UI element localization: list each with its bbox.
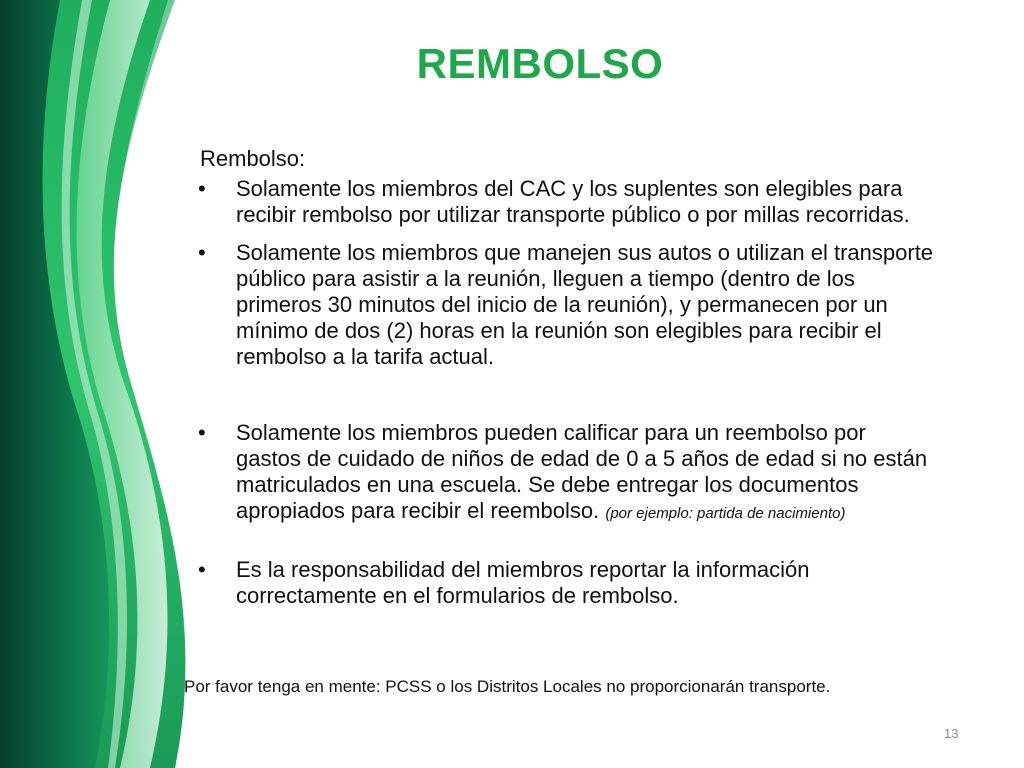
bullet-text: Solamente los miembros del CAC y los suplentes son elegibles para recibir rembolso por utilizar transporte público o por millas recorridas. bbox=[236, 176, 910, 227]
bullet-icon: • bbox=[198, 420, 206, 445]
bullet-text: Solamente los miembros que manejen sus autos o utilizan el transporte público para asistir a la reunión, lleguen a tiempo (dentro de los primeros 30 minutos del inicio de la reunión), y permanecen por un mínimo de dos (2) horas en la reunión son elegibles para recibir el rembolso a la tarifa actual. bbox=[236, 240, 934, 369]
bullet-item bbox=[196, 176, 936, 228]
bullet-list bbox=[196, 176, 936, 609]
page-number: 13 bbox=[944, 726, 959, 741]
bullet-icon: • bbox=[198, 176, 206, 201]
bullet-item bbox=[196, 240, 936, 370]
slide-content bbox=[196, 146, 936, 609]
footer-note: Por favor tenga en mente: PCSS o los Distritos Locales no proporcionarán transporte. bbox=[184, 677, 831, 696]
bullet-note: (por ejemplo: partida de nacimiento) bbox=[605, 505, 846, 522]
bullet-icon: • bbox=[198, 557, 206, 582]
slide-title: REMBOLSO bbox=[416, 40, 664, 87]
bullet-icon: • bbox=[198, 240, 206, 265]
bullet-text: Es la responsabilidad del miembros reportar la información correctamente en el formularios de rembolso. bbox=[236, 557, 810, 608]
bullet-text: Solamente los miembros pueden calificar para un reembolso por gastos de cuidado de niños de edad de 0 a 5 años de edad si no están matriculados en una escuela. Se debe entregar los documentos apropiados para recibir el reembolso. bbox=[236, 420, 928, 523]
bullet-item bbox=[196, 420, 936, 527]
section-subtitle: Rembolso: bbox=[200, 146, 306, 171]
bullet-item bbox=[196, 557, 936, 609]
